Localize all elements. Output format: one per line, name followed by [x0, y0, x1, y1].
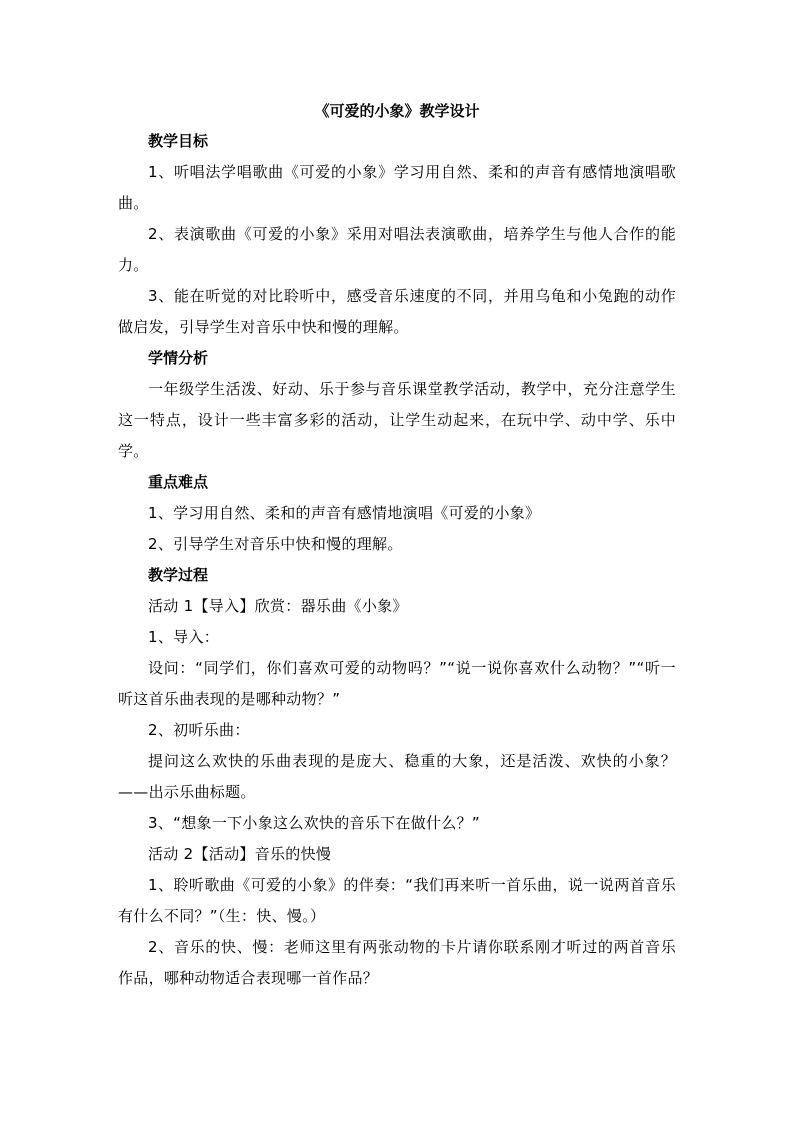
paragraph: 设问：“同学们，你们喜欢可爱的动物吗？”“说一说你喜欢什么动物？”“听一听这首乐曲表现的是哪种动物？” [118, 659, 676, 708]
document-page [118, 96, 676, 994]
paragraph: 活动 1【导入】欣赏：器乐曲《小象》 [148, 597, 408, 615]
section-heading: 教学过程 [148, 566, 209, 584]
paragraph: 2、音乐的快、慢：老师这里有两张动物的卡片请你联系刚才听过的两首音乐作品，哪种动物适合表现哪一首作品？ [118, 938, 676, 987]
paragraph: 活动 2【活动】音乐的快慢 [148, 845, 332, 863]
paragraph: 2、初听乐曲： [148, 721, 250, 739]
paragraph: 3、“想象一下小象这么欢快的音乐下在做什么？” [148, 814, 480, 832]
paragraph: 1、导入： [148, 628, 220, 646]
paragraph: 1、学习用自然、柔和的声音有感情地演唱《可爱的小象》 [148, 504, 541, 522]
section-heading: 重点难点 [148, 473, 209, 491]
paragraph: 提问这么欢快的乐曲表现的是庞大、稳重的大象，还是活泼、欢快的小象？——出示乐曲标题。 [118, 752, 676, 801]
paragraph: 2、表演歌曲《可爱的小象》采用对唱法表演歌曲，培养学生与他人合作的能力。 [118, 225, 676, 274]
paragraph: 1、听唱法学唱歌曲《可爱的小象》学习用自然、柔和的声音有感情地演唱歌曲。 [118, 163, 676, 212]
section-heading: 教学目标 [148, 132, 209, 150]
paragraph: 2、引导学生对音乐中快和慢的理解。 [148, 535, 403, 553]
paragraph: 3、能在听觉的对比聆听中，感受音乐速度的不同，并用乌龟和小兔跑的动作做启发，引导学生对音乐中快和慢的理解。 [118, 287, 676, 336]
paragraph: 1、聆听歌曲《可爱的小象》的伴奏：“我们再来听一首乐曲，说一说两首音乐有什么不同？”（生：快、慢。） [118, 876, 676, 925]
section-heading: 学情分析 [148, 349, 209, 367]
document-title: 《可爱的小象》教学设计 [314, 102, 480, 120]
paragraph: 一年级学生活泼、好动、乐于参与音乐课堂教学活动，教学中，充分注意学生这一特点，设计一些丰富多彩的活动，让学生动起来，在玩中学、动中学、乐中学。 [118, 380, 676, 460]
